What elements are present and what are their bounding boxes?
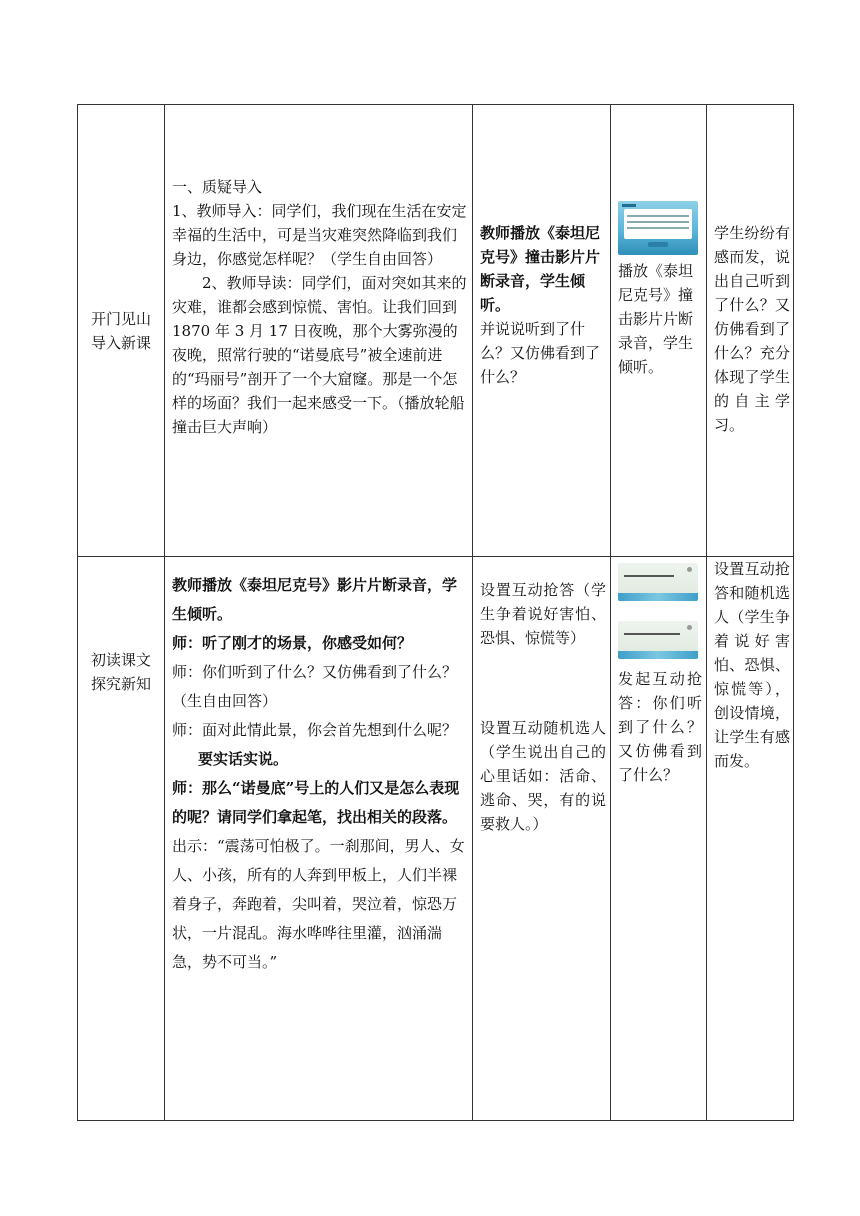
process-paragraph: 1、教师导入：同学们，我们现在生活在安定幸福的生活中，可是当灾难突然降临到我们身边，你感觉怎样呢？（学生自由回答） [172, 202, 467, 268]
activity-text: 教师播放《泰坦尼克号》撞击影片片断录音，学生倾听。 [480, 224, 601, 314]
process-paragraph: 师：听了刚才的场景，你感受如何？ [172, 634, 413, 652]
intent-text: 设置互动抢答和随机选人（学生争着说好害怕、恐惧、惊慌等），创设情境，让学生有感而发。 [714, 560, 790, 770]
activity-cell-intro [480, 221, 606, 389]
stage-label-line: 开门见山 [90, 309, 151, 328]
process-paragraph: 教师播放《泰坦尼克号》影片片断录音，学生倾听。 [172, 576, 458, 623]
stage-cell-reading [78, 557, 164, 787]
slide-thumbnail [618, 563, 698, 601]
stage-cell-intro [78, 105, 164, 556]
activity-cell-reading [480, 578, 606, 836]
process-paragraph [172, 716, 468, 774]
process-cell-reading [172, 571, 468, 977]
stage-label-line: 初读课文 [90, 651, 151, 669]
process-cell-intro [172, 175, 468, 439]
slide-thumbnail [618, 621, 698, 659]
process-emphasis: 要实话实说。 [198, 750, 289, 768]
column-divider [706, 105, 707, 1120]
column-divider [610, 105, 611, 1120]
process-paragraph: 师：那么“诺曼底”号上的人们又是怎么表现的呢？请同学们拿起笔，找出相关的段落。 [172, 779, 460, 826]
media-text: 播放《泰坦尼克号》撞击影片片断录音，学生倾听。 [618, 262, 694, 376]
media-text: 发起互动抢答：你们听到了什么？又仿佛看到了什么？ [618, 670, 702, 784]
slide-thumbnail [618, 201, 698, 255]
process-question: 师：面对此情此景，你会首先想到什么呢？ [172, 721, 458, 739]
column-divider [164, 105, 165, 1120]
stage-label-line: 导入新课 [90, 333, 151, 352]
media-cell-intro [618, 201, 702, 379]
lesson-plan-table [77, 104, 794, 1121]
stage-label-line: 探究新知 [90, 675, 151, 693]
column-divider [472, 105, 473, 1120]
intent-text: 学生纷纷有感而发，说出自己听到了什么？又仿佛看到了什么？充分体现了学生的自主学习。 [714, 224, 790, 434]
intent-cell-reading [714, 557, 790, 773]
media-cell-reading [618, 563, 702, 787]
activity-text: 设置互动随机选人（学生说出自己的心里话如：活命、逃命、哭，有的说要救人。） [480, 719, 606, 833]
section-heading: 一、质疑导入 [172, 178, 263, 196]
process-paragraph: 出示：“震荡可怕极了。一刹那间，男人、女人、小孩，所有的人奔到甲板上，人们半裸着身子，奔跑着，尖叫着，哭泣着，惊恐万状，一片混乱。海水哗哗往里灌，汹涌湍急，势不可当。” [172, 837, 465, 971]
row-divider [78, 556, 793, 557]
process-paragraph: 2、教师导读：同学们，面对突如其来的灾难，谁都会感到惊慌、害怕。让我们回到 1870 年 3 月 17 日夜晚，那个大雾弥漫的夜晚，照常行驶的“诺曼底号”被全速前进的“玛丽号”剖开了一个大窟窿。那是一个怎样的场面？我们一起来感受一下。（播放轮船撞击巨大声响） [172, 274, 467, 436]
activity-text: 设置互动抢答（学生争着说好害怕、恐惧、惊慌等） [480, 581, 606, 647]
activity-text: 并说说听到了什么？又仿佛看到了什么？ [480, 320, 601, 386]
process-paragraph: 师：你们听到了什么？又仿佛看到了什么？（生自由回答） [172, 663, 458, 710]
intent-cell-intro [714, 221, 790, 437]
